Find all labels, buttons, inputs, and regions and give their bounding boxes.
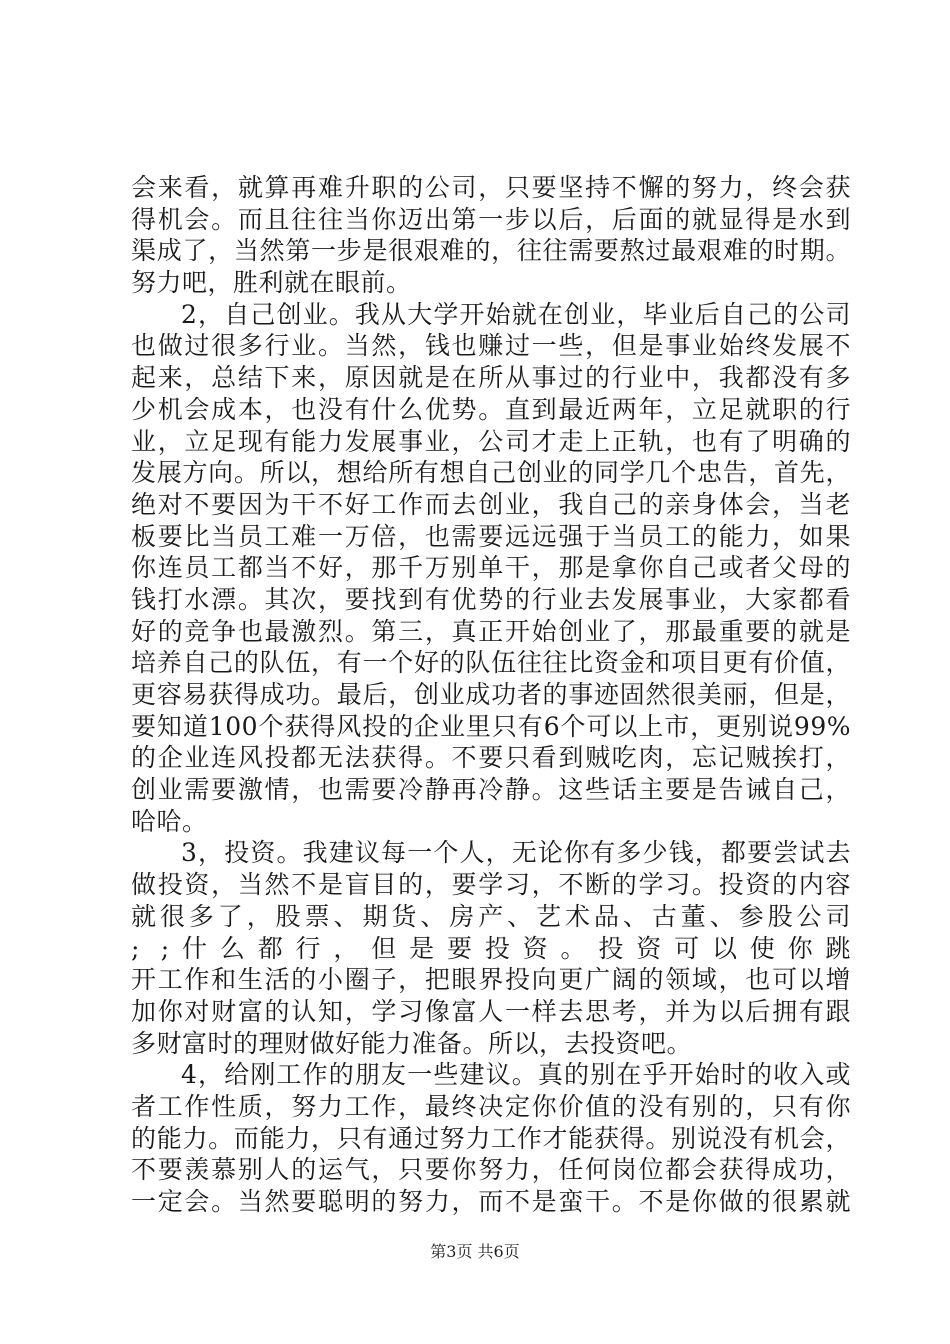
text-line: 好的竞争也最激烈。第三，真正开始创业了，那最重要的就是 xyxy=(131,616,851,646)
text-line: 起来，总结下来，原因就是在所从事过的行业中，我都没有多 xyxy=(131,363,851,393)
text-line: 一定会。当然要聪明的努力，而不是蛮干。不是你做的很累就 xyxy=(131,1187,851,1216)
page-footer: 第3页 共6页 xyxy=(430,1242,520,1261)
text-line: 你连员工都当不好，那千万别单干，那是拿你自己或者父母的 xyxy=(131,553,851,583)
text-line: 就很多了，股票、期货、房产、艺术品、古董、参股公司 xyxy=(131,901,851,931)
text-line: 2，自己创业。我从大学开始就在创业，毕业后自己的公司 xyxy=(181,299,851,329)
text-line: 绝对不要因为干不好工作而去创业，我自己的亲身体会，当老 xyxy=(131,489,851,519)
text-line: 会来看，就算再难升职的公司，只要坚持不懈的努力，终会获 xyxy=(131,173,851,202)
text-line: 业，立足现有能力发展事业，公司才走上正轨，也有了明确的 xyxy=(131,426,851,456)
text-line: 的企业连风投都无法获得。不要只看到贼吃肉，忘记贼挨打， xyxy=(131,743,851,773)
document-body xyxy=(131,172,851,1218)
text-line: 培养自己的队伍，有一个好的队伍往往比资金和项目更有价值， xyxy=(131,648,851,678)
text-line: 努力吧，胜利就在眼前。 xyxy=(131,268,412,298)
text-line: 板要比当员工难一万倍，也需要远远强于当员工的能力，如果 xyxy=(131,521,851,551)
text-line: 少机会成本，也没有什么优势。直到最近两年，立足就职的行 xyxy=(131,394,851,424)
text-line: 也做过很多行业。当然，钱也赚过一些，但是事业始终发展不 xyxy=(131,331,851,361)
text-line: 3，投资。我建议每一个人，无论你有多少钱，都要尝试去 xyxy=(181,838,851,868)
text-line: ; ;什么都行，但是要投资。投资可以使你跳 xyxy=(131,933,851,963)
text-line: 发展方向。所以，想给所有想自己创业的同学几个忠告，首先， xyxy=(131,458,851,488)
text-line: 哈哈。 xyxy=(131,806,208,836)
text-line: 的能力。而能力，只有通过努力工作才能获得。别说没有机会， xyxy=(131,1123,851,1153)
text-line: 不要羡慕别人的运气，只要你努力，任何岗位都会获得成功， xyxy=(131,1155,851,1185)
text-line: 要知道100个获得风投的企业里只有6个可以上市，更别说99% xyxy=(131,711,851,741)
text-line: 做投资，当然不是盲目的，要学习，不断的学习。投资的内容 xyxy=(131,870,851,900)
text-line: 渠成了，当然第一步是很艰难的，往往需要熬过最艰难的时期。 xyxy=(131,236,851,266)
text-line: 4，给刚工作的朋友一些建议。真的别在乎开始时的收入或 xyxy=(181,1060,851,1090)
text-line: 更容易获得成功。最后，创业成功者的事迹固然很美丽，但是， xyxy=(131,680,851,709)
text-line: 加你对财富的认知，学习像富人一样去思考，并为以后拥有跟 xyxy=(131,996,851,1026)
text-line: 者工作性质，努力工作，最终决定你价值的没有别的，只有你 xyxy=(131,1091,851,1121)
text-line: 开工作和生活的小圈子，把眼界投向更广阔的领域，也可以增 xyxy=(131,965,851,995)
text-line: 多财富时的理财做好能力准备。所以，去投资吧。 xyxy=(131,1028,693,1058)
text-line: 创业需要激情，也需要冷静再冷静。这些话主要是告诫自己， xyxy=(131,775,851,805)
text-line: 得机会。而且往往当你迈出第一步以后，后面的就显得是水到 xyxy=(131,204,851,234)
text-line: 钱打水漂。其次，要找到有优势的行业去发展事业，大家都看 xyxy=(131,584,851,614)
